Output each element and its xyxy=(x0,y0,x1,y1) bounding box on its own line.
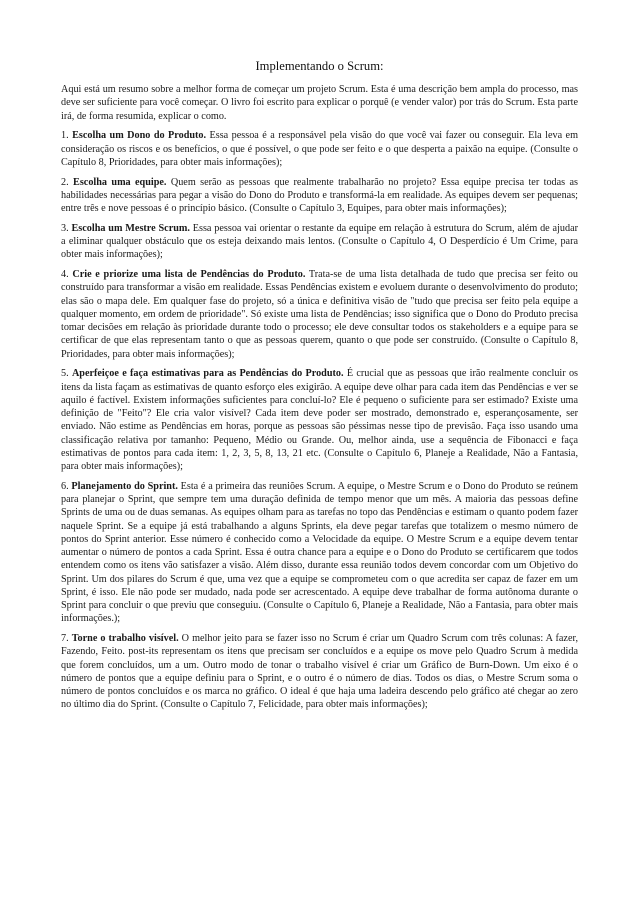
step-6 xyxy=(61,480,578,626)
step-number: 5. xyxy=(61,368,72,380)
step-number: 7. xyxy=(61,633,72,644)
step-heading: Escolha uma equipe. xyxy=(73,176,167,188)
step-1 xyxy=(61,129,578,169)
step-heading: Planejamento do Sprint. xyxy=(71,480,178,492)
intro-paragraph: Aqui está um resumo sobre a melhor forma de começar um projeto Scrum. Esta é uma descrição bem ampla do processo, mas deve ser suficiente para você começar. O livro foi escrito para explicar o porquê (e vender valor) por trás do Scrum. Esta parte irá, de forma resumida, explicar o como. xyxy=(61,84,578,122)
step-4 xyxy=(61,268,578,361)
step-number: 2. xyxy=(61,176,74,188)
step-text: Esta é a primeira das reuniões Scrum. A equipe, o Mestre Scrum e o Dono do Produto se reúnem para planejar o Sprint, que sempre tem uma duração definida de tempo menor que um mês. A maioria das pessoas define Sprints de uma ou de duas semanas. As equipes olham para as tarefas no topo das Pendências e estimam o quanto podem fazer naquele Sprint. Se a equipe já está trabalhando a alguns Sprints, ela deve pegar tarefas que totalizem o mesmo número de pontos do Sprint anterior. Esse número é conhecido como a Velocidade da equipe. O Mestre Scrum e a equipe devem tentar aumentar o número de pontos a cada Sprint. Essa é outra chance para a equipe e o Dono do Produto se certificarem que todos entendem como os itens vão satisfazer a visão. Além disso, durante essa reunião todos devem concordar com um Objetivo do Sprint. Um dos pilares do Scrum é que, uma vez que a equipe se comprometeu com o que acredita ser capaz de fazer em um Sprint, é isso. Ele não pode ser mudado, nada pode ser acrescentado. A equipe deve trabalhar de forma autônoma durante o Sprint para concluir o que previu que conseguiu. (Consulte o Capítulo 6, Planeje a Realidade, Não a Fantasia, para obter mais informações.); xyxy=(61,480,579,625)
step-text: Essa pessoa é a responsável pela visão do que você vai fazer ou conseguir. Ela leva em consideração os riscos e os benefícios, o que é possível, o que pode ser feito e o que desperta a paixão na equipe. (Consulte o Capítulo 8, Prioridades, para obter mais informações); xyxy=(61,130,579,168)
step-text: É crucial que as pessoas que irão realmente concluir os itens da lista façam as estimativas de quanto esforço eles exigirão. A equipe deve olhar para cada item das Pendências e ver se aquilo é factível. Existem informações suficientes para concluí-lo? Ele é pequeno o suficiente para ser estimado? Existe uma definição de "Feito"? Ele cria valor visível? Cada item deve poder ser mostrado, demonstrado e, esperançosamente, ser enviado. Não estime as Pendências em horas, porque as pessoas são péssimas nesse tipo de previsão. Faça isso usando uma classificação relativa por tamanho: Pequeno, Médio ou Grande. Ou, melhor ainda, use a sequência de Fibonacci e faça estimativas de pontos para cada item: 1, 2, 3, 5, 8, 13, 21 etc. (Consulte o Capítulo 6, Planeje a Realidade, Não a Fantasia, para obter mais informações); xyxy=(61,368,578,472)
step-heading: Escolha um Mestre Scrum. xyxy=(71,222,190,234)
step-number: 1. xyxy=(61,130,73,142)
step-heading: Escolha um Dono do Produto. xyxy=(72,130,207,142)
step-number: 3. xyxy=(61,222,72,234)
step-number: 4. xyxy=(61,269,73,280)
document-title: Implementando o Scrum: xyxy=(255,59,384,73)
document-page xyxy=(61,58,578,718)
step-number: 6. xyxy=(61,480,72,492)
step-text: Quem serão as pessoas que realmente trabalharão no projeto? Essa equipe precisa ter todas as habilidades necessárias para pegar a visão do Dono do Produto e transformá-la em realidade. As equipes devem ser pequenas; entre três e nove pessoas é o princípio básico. (Consulte o Capítulo 3, Equipes, para obter mais informações); xyxy=(61,176,578,214)
step-5 xyxy=(61,367,578,473)
step-heading: Crie e priorize uma lista de Pendências do Produto. xyxy=(72,269,306,280)
step-heading: Aperfeiçoe e faça estimativas para as Pendências do Produto. xyxy=(71,368,344,380)
step-text: Trata-se de uma lista detalhada de tudo que precisa ser feito ou construído para transformar a visão em realidade. Essas Pendências existem e evoluem durante o desenvolvimento do produto; elas são o mapa dele. Em qualquer fase do projeto, só a única e definitiva visão de "tudo que precisa ser feito pela equipe a qualquer momento, em ordem de prioridade". Só existe uma lista de Pendências; isso significa que o Dono do Produto precisa tomar decisões em relação às prioridade durante todo o processo; ele deve consultar todos os stakeholders e a equipe para se certificar de que elas representam tanto o que as pessoas querem, quanto o que pode ser construído. (Consulte o Capítulo 8, Prioridades, para obter mais informações); xyxy=(61,269,578,360)
step-text: O melhor jeito para se fazer isso no Scrum é criar um Quadro Scrum com três colunas: A fazer, Fazendo, Feito. post-its representam os itens que precisam ser concluídos e a equipe os move pelo Quadro Scrum à medida que forem concluídos, um a um. Outro modo de tonar o trabalho visível é criar um Gráfico de Burn-Down. Um eixo é o número de pontos que a equipe definiu para o Sprint, e o outro é o número de dias. Todos os dias, o Mestre Scrum soma o número de pontos concluídos e os marca no gráfico. O ideal é que haja uma ladeira descendo pelo gráfico até chegar ao zero no último dia do Sprint. (Consulte o Capítulo 7, Felicidade, para obter mais informações); xyxy=(61,633,579,711)
step-heading: Torne o trabalho visível. xyxy=(71,633,179,644)
step-2 xyxy=(61,176,578,216)
step-3 xyxy=(61,222,578,262)
step-7 xyxy=(61,632,578,712)
step-text: Essa pessoa vai orientar o restante da equipe em relação à estrutura do Scrum, além de ajudar a eliminar qualquer obstáculo que os esteja deixando mais lentos. (Consulte o Capítulo 4, O Desperdício é Um Crime, para obter mais informações); xyxy=(61,222,579,261)
